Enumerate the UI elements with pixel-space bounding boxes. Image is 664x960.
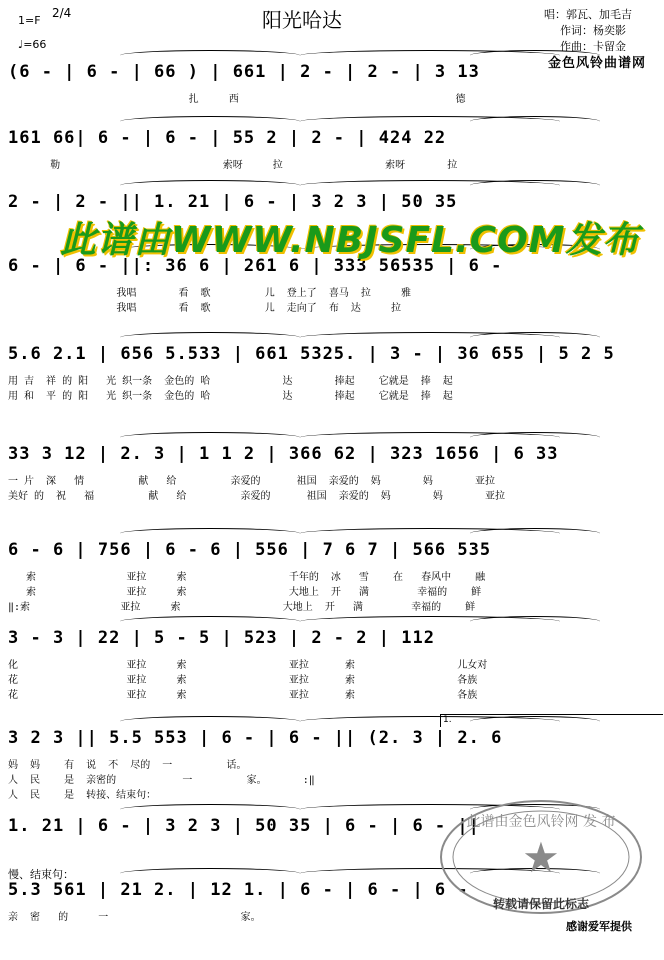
lyric-line: ‖:索 亚拉 索 大地上 开 满 幸福的 鲜 [8, 602, 476, 613]
slur-mark [120, 528, 300, 539]
time-signature: 2/4 [52, 6, 72, 20]
slur-mark [470, 180, 600, 191]
composer-credit: 作曲：卡留金 [560, 40, 626, 53]
slur-mark [120, 432, 300, 443]
score-row [0, 728, 664, 808]
lyric-line: 化 亚拉 索 亚拉 索 儿女对 [8, 660, 488, 671]
lyric-line: 用 和 平 的 阳 光 织一条 金色的 哈 达 捧起 它就是 捧 起 [8, 391, 453, 402]
slur-mark [470, 616, 600, 627]
notation-line: 6 - | 6 - ||: 36 6 | 261 6 | 333 56535 | 6 - [8, 256, 503, 276]
notation-line: 3 - 3 | 22 | 5 - 5 | 523 | 2 - 2 | 112 [8, 628, 435, 648]
slur-mark [120, 332, 300, 343]
lyric-line: 人 民 是 亲密的 一 家。 :‖ [8, 775, 315, 786]
lyric-line: 扎 西 德 [8, 94, 466, 105]
lyric-line: 索 亚拉 索 千年的 冰 雪 在 春风中 融 [8, 572, 486, 583]
volta-label: 1. [443, 715, 452, 725]
score-row [0, 444, 664, 524]
slur-mark [470, 116, 600, 127]
notation-line: 161 66| 6 - | 6 - | 55 2 | 2 - | 424 22 [8, 128, 447, 148]
lyric-line: 索 亚拉 索 大地上 开 满 幸福的 鲜 [8, 587, 482, 598]
key-signature: 1=F [18, 14, 41, 27]
site-name: 金色风铃曲谱网 [548, 56, 647, 71]
slur-mark [120, 804, 300, 815]
score-row [0, 628, 664, 708]
slur-mark [120, 180, 300, 191]
lyric-line: 人 民 是 转接、结束句： [8, 790, 157, 801]
notation-line: 5.6 2.1 | 656 5.533 | 661 5325. | 3 - | 36 655 | 5 2 5 [8, 344, 615, 364]
lyric-line: 一 片 深 情 献 给 亲爱的 祖国 亲爱的 妈 妈 亚拉 [8, 476, 496, 487]
notation-line: 3 2 3 || 5.5 553 | 6 - | 6 - || (2. 3 | 2. 6 [8, 728, 503, 748]
lyric-line: 花 亚拉 索 亚拉 索 各族 [8, 675, 478, 686]
volta-bracket [440, 714, 663, 727]
stamp-ring-text: 此谱由金色风铃网 发 布 [466, 814, 616, 830]
slur-mark [120, 116, 300, 127]
slur-mark [120, 868, 300, 879]
notation-line: 1. 21 | 6 - | 3 2 3 | 50 35 | 6 - | 6 - || [8, 816, 480, 836]
credit-text: 感谢爱军提供 [566, 920, 632, 933]
lyricist-credit: 作词：杨奕影 [560, 24, 626, 37]
notation-line: 2 - | 2 - || 1. 21 | 6 - | 3 2 3 | 50 35 [8, 192, 458, 212]
notation-line: 6 - 6 | 756 | 6 - 6 | 556 | 7 6 7 | 566 535 [8, 540, 492, 560]
singers-credit: 唱：郭瓦、加毛吉 [544, 8, 632, 21]
notation-line: 33 3 12 | 2. 3 | 1 1 2 | 366 62 | 323 1656 | 6 33 [8, 444, 559, 464]
stamp-bottom-text: 转载请保留此标志 [492, 897, 590, 911]
watermark-text: 此谱由WWW.NBJSFL.COM发布 [60, 220, 640, 261]
slur-mark [470, 432, 600, 443]
slur-mark [470, 50, 600, 61]
song-title: 阳光哈达 [262, 8, 342, 32]
tempo-mark: ♩=66 [18, 38, 47, 51]
notation-line: (6 - | 6 - | 66 ) | 661 | 2 - | 2 - | 3 13 [8, 62, 480, 82]
notation-line: 5.3 561 | 21 2. | 12 1. | 6 - | 6 - | 6 - [8, 880, 469, 900]
slur-mark [120, 716, 300, 727]
lyric-line: 我唱 看 歌 儿 走向了 布 达 拉 [8, 303, 401, 314]
score-row [0, 344, 664, 424]
lyric-line: 花 亚拉 索 亚拉 索 各族 [8, 690, 478, 701]
score-row [0, 256, 664, 336]
slur-mark [120, 50, 300, 61]
lyric-line: 美好 的 祝 福 献 给 亲爱的 祖国 亲爱的 妈 妈 亚拉 [8, 491, 506, 502]
score-row [0, 540, 664, 620]
section-label: 慢、结束句： [8, 868, 74, 881]
slur-mark [470, 332, 600, 343]
lyric-line: 勒 索呀 拉 索呀 拉 [8, 160, 458, 171]
site-stamp [438, 798, 644, 916]
slur-mark [470, 528, 600, 539]
lyric-line: 妈 妈 有 说 不 尽的 一 话。 [8, 760, 247, 771]
lyric-line: 用 吉 祥 的 阳 光 织一条 金色的 哈 达 捧起 它就是 捧 起 [8, 376, 453, 387]
slur-mark [120, 616, 300, 627]
lyric-line: 我唱 看 歌 儿 登上了 喜马 拉 雅 [8, 288, 411, 299]
lyric-line: 亲 密 的 一 家。 [8, 912, 261, 923]
stamp-star-icon: ★ [522, 833, 560, 882]
